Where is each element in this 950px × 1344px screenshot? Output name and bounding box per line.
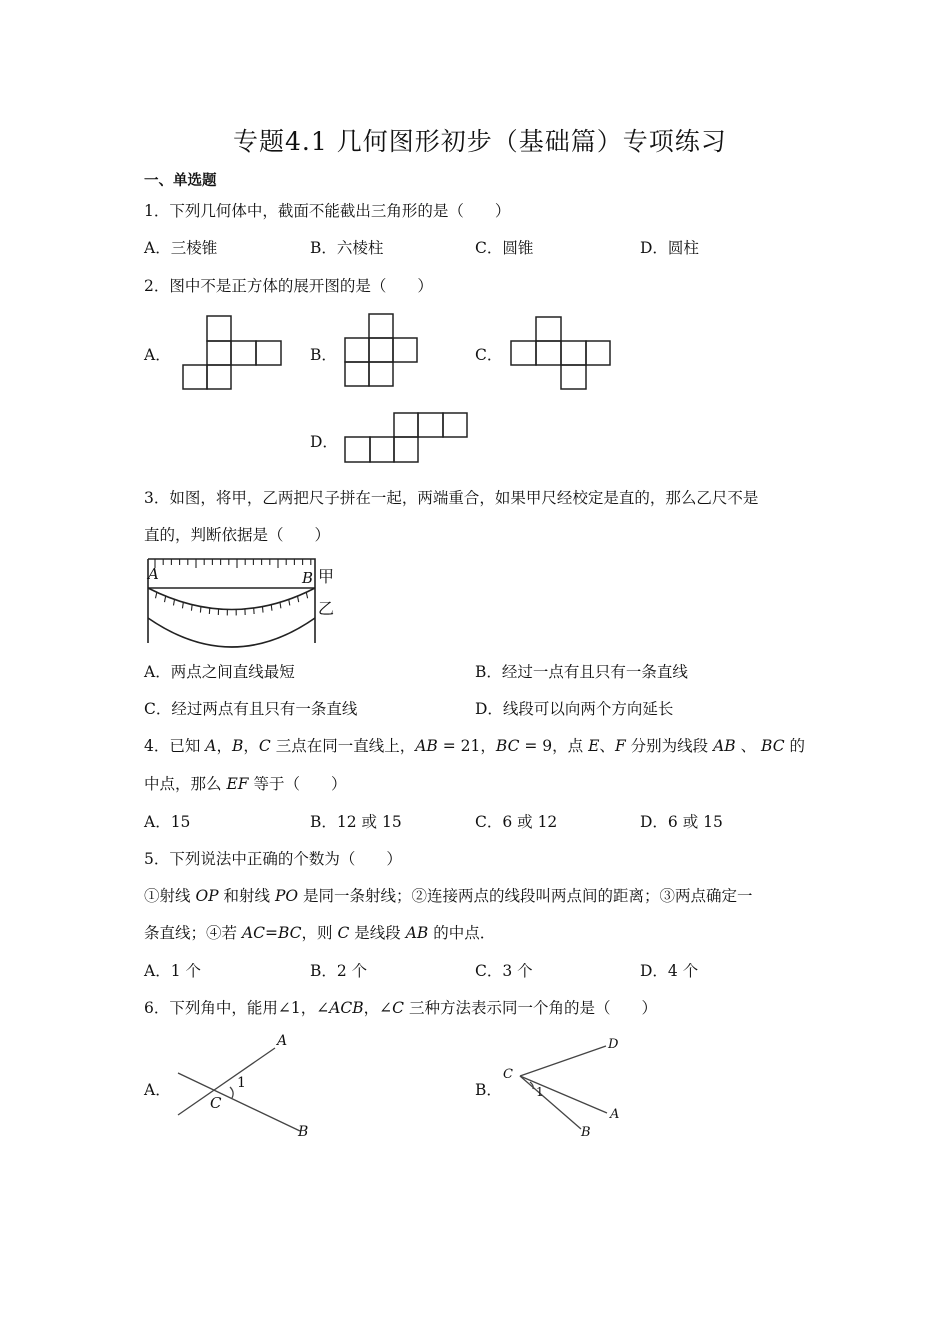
ruler-curve-tick — [200, 607, 201, 613]
question-3-stem-line1: 3．如图，将甲，乙两把尺子拼在一起，两端重合，如果甲尺经校定是直的，那么乙尺不是 — [144, 489, 759, 507]
point-b-label: B — [581, 1125, 591, 1140]
ruler-curve-tick — [298, 596, 299, 602]
text-fragment: = 21， — [437, 737, 496, 755]
question-6-option-b-label[interactable]: B． — [475, 1081, 502, 1099]
ruler-curve-tick — [164, 596, 165, 602]
text-fragment: 、 — [599, 737, 615, 755]
question-5-statements-line2 — [144, 921, 495, 943]
question-2-option-b-label[interactable]: B． — [310, 346, 337, 364]
cube-net-a[interactable] — [181, 314, 283, 392]
text-fragment: 的中点． — [428, 924, 496, 942]
question-4-stem-line1 — [144, 734, 805, 756]
text-fragment: 是同一条射线；②连接两点的线段叫两点间的距离；③两点确定一 — [298, 887, 753, 905]
angle-figure-b[interactable] — [500, 1030, 635, 1145]
point-a-label: A — [610, 1107, 620, 1122]
text-fragment: 分别为线段 — [625, 737, 714, 755]
text-fragment: 的 — [784, 737, 805, 755]
angle-acb: ∠ACB — [316, 999, 364, 1017]
ruler-curve-tick — [271, 605, 272, 611]
question-3-option-a[interactable]: A．两点之间直线最短 — [144, 663, 295, 681]
question-4-option-d[interactable]: D．6 或 15 — [640, 813, 723, 831]
ruler-drawing — [145, 556, 345, 648]
cube-net-d[interactable] — [343, 411, 471, 467]
point-b-label: B — [298, 1124, 309, 1140]
point-d-label: D — [608, 1037, 619, 1052]
question-4-option-c[interactable]: C．6 或 12 — [475, 813, 558, 831]
question-2-option-a-label[interactable]: A． — [144, 346, 171, 364]
ruler-curve-tick — [262, 607, 263, 613]
var-b: B — [232, 737, 244, 755]
ruler-jia-label: 甲 — [318, 567, 335, 586]
ruler-curve-tick — [280, 602, 281, 608]
ruler-yi-label: 乙 — [318, 599, 335, 618]
var-c: C — [258, 737, 271, 755]
ruler-figure — [145, 556, 345, 648]
angle-1-label: 1 — [237, 1075, 246, 1091]
question-1-option-d[interactable]: D．圆柱 — [640, 239, 699, 257]
question-1-option-b[interactable]: B．六棱柱 — [310, 239, 384, 257]
question-1-stem: 1．下列几何体中，截面不能截出三角形的是（ ） — [144, 202, 511, 220]
var-bc: BC — [761, 737, 785, 755]
question-1-option-a[interactable]: A．三棱锥 — [144, 239, 218, 257]
text-fragment: 中点，那么 — [144, 775, 227, 793]
angle-c: ∠C — [379, 999, 405, 1017]
question-5-option-a[interactable]: A．1 个 — [144, 962, 201, 980]
question-6-stem — [144, 996, 657, 1018]
text-fragment: ， — [363, 999, 380, 1017]
text-fragment: ， — [243, 737, 259, 755]
ruler-curve-tick — [155, 592, 156, 598]
text-fragment: ，则 — [301, 924, 338, 942]
question-5-statements-line1 — [144, 884, 753, 906]
text-fragment: 三种方法表示同一个角的是（ ） — [404, 999, 657, 1017]
var-ab: AB — [415, 737, 438, 755]
point-a-label: A — [277, 1033, 288, 1049]
cube-net-c[interactable] — [509, 315, 613, 393]
question-2-option-d-label[interactable]: D． — [310, 433, 338, 451]
cube-net-b[interactable] — [343, 312, 421, 390]
text-fragment: 4．已知 — [144, 737, 206, 755]
text-fragment: 和射线 — [218, 887, 275, 905]
text-fragment: 三点在同一直线上， — [270, 737, 416, 755]
var-ef: EF — [226, 775, 249, 793]
text-fragment: 、 — [735, 737, 762, 755]
text-fragment: 是线段 — [349, 924, 406, 942]
var-e: E — [588, 737, 600, 755]
angle-1-label: 1 — [536, 1085, 544, 1099]
question-4-stem-line2 — [144, 772, 346, 794]
page-title: 专题4.1 几何图形初步（基础篇）专项练习 — [233, 127, 727, 156]
section-heading: 一、单选题 — [144, 173, 217, 189]
question-5-option-b[interactable]: B．2 个 — [310, 962, 368, 980]
ruler-curve-tick — [182, 602, 183, 608]
question-2-option-c-label[interactable]: C． — [475, 346, 503, 364]
var-bc: BC — [495, 737, 520, 755]
point-c-label: C — [210, 1094, 222, 1112]
question-6-option-a-label[interactable]: A． — [144, 1081, 171, 1099]
question-2-stem: 2．图中不是正方体的展开图的是（ ） — [144, 277, 433, 295]
question-4-option-a[interactable]: A．15 — [144, 813, 191, 831]
text-fragment: 条直线；④若 — [144, 924, 242, 942]
point-c-label: C — [503, 1067, 513, 1082]
var-f: F — [614, 737, 626, 755]
angle-figure-a[interactable] — [170, 1030, 320, 1145]
var-a: A — [205, 737, 217, 755]
var-op: OP — [195, 887, 219, 905]
ruler-curve-tick — [306, 592, 307, 598]
point-a-label: A — [148, 565, 159, 583]
question-4-option-b[interactable]: B．12 或 15 — [310, 813, 402, 831]
question-5-option-d[interactable]: D．4 个 — [640, 962, 699, 980]
text-fragment: ， — [216, 737, 233, 755]
text-fragment: ①射线 — [144, 887, 196, 905]
question-5-stem: 5．下列说法中正确的个数为（ ） — [144, 850, 402, 868]
var-ab: AB — [405, 924, 429, 942]
question-3-stem-line2: 直的，判断依据是（ ） — [144, 526, 331, 544]
var-ac-bc: AC=BC — [241, 924, 302, 942]
ruler-curve-tick — [289, 599, 290, 605]
ruler-curve-tick — [191, 605, 192, 611]
ruler-curve-tick — [173, 599, 174, 605]
text-fragment: = 9，点 — [519, 737, 589, 755]
text-fragment: 6．下列角中，能用∠1， — [144, 999, 317, 1017]
question-5-option-c[interactable]: C．3 个 — [475, 962, 533, 980]
text-fragment: 等于（ ） — [248, 775, 347, 793]
point-b-label: B — [302, 569, 314, 587]
question-3-option-c[interactable]: C．经过两点有且只有一条直线 — [144, 700, 358, 718]
var-po: PO — [274, 887, 299, 905]
question-3-option-b[interactable]: B．经过一点有且只有一条直线 — [475, 663, 688, 681]
question-3-option-d[interactable]: D．线段可以向两个方向延长 — [475, 700, 674, 718]
var-c: C — [337, 924, 350, 942]
var-ab: AB — [713, 737, 736, 755]
question-1-option-c[interactable]: C．圆锥 — [475, 239, 534, 257]
